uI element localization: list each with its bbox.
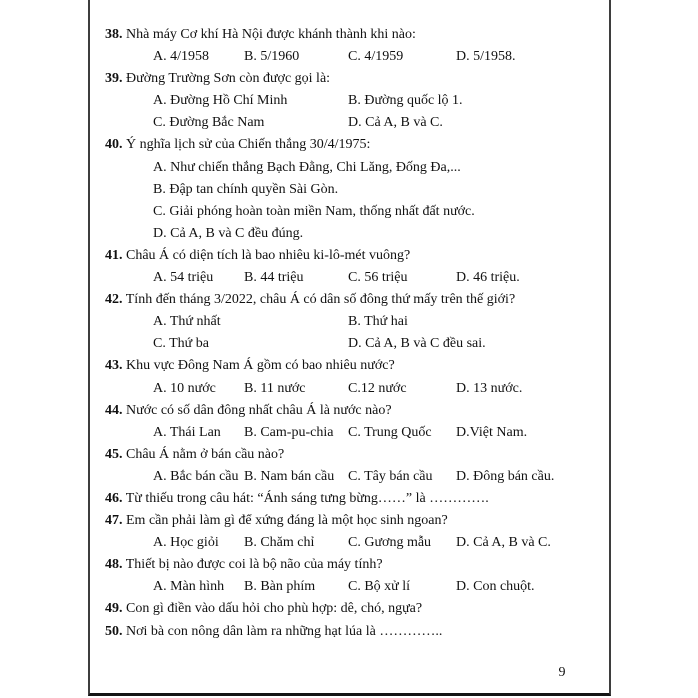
page bbox=[88, 0, 611, 696]
question-number: 41. bbox=[105, 247, 123, 263]
question-number: 45. bbox=[105, 446, 123, 462]
option-label: B. Bàn phím bbox=[244, 579, 316, 595]
option-label: B. Thứ hai bbox=[348, 314, 408, 330]
option-label: A. 4/1958 bbox=[153, 49, 209, 65]
option-label: B. Cam-pu-chia bbox=[244, 424, 334, 440]
option-label: C. Tây bán cầu bbox=[348, 468, 433, 484]
option-label: C. Bộ xử lí bbox=[348, 579, 411, 595]
option-label: B. Đập tan chính quyền Sài Gòn. bbox=[153, 181, 339, 197]
question-number: 49. bbox=[105, 601, 123, 617]
option-row bbox=[90, 157, 609, 179]
option-label: B. 44 triệu bbox=[244, 270, 304, 286]
question-text: Từ thiếu trong câu hát: “Ánh sáng tưng bừng……” là …………. bbox=[125, 490, 489, 506]
option-row bbox=[90, 466, 609, 488]
question-text: Khu vực Đông Nam Á gồm có bao nhiêu nước? bbox=[126, 358, 395, 374]
page-number: 9 bbox=[558, 665, 566, 680]
question-line bbox=[90, 134, 609, 156]
option-label: A. Học giỏi bbox=[153, 535, 219, 551]
question-number: 39. bbox=[105, 71, 123, 87]
question-line bbox=[90, 598, 609, 620]
option-row bbox=[90, 90, 609, 112]
option-label: C.12 nước bbox=[348, 380, 407, 396]
option-row bbox=[90, 112, 609, 134]
option-row bbox=[90, 532, 609, 554]
option-row bbox=[90, 311, 609, 333]
option-label: A. Thứ nhất bbox=[153, 314, 221, 330]
option-row bbox=[90, 576, 609, 598]
question-line bbox=[90, 621, 609, 643]
option-label: A. 54 triệu bbox=[153, 270, 214, 286]
question-line bbox=[90, 68, 609, 90]
question-line bbox=[90, 289, 609, 311]
question-line bbox=[90, 400, 609, 422]
question-line bbox=[90, 554, 609, 576]
question-number: 46. bbox=[105, 490, 123, 506]
question-text: Đường Trường Sơn còn được gọi là: bbox=[126, 71, 331, 87]
question-number: 40. bbox=[105, 137, 123, 153]
question-text: Châu Á nằm ở bán cầu nào? bbox=[126, 446, 285, 462]
option-label: C. Đường Bắc Nam bbox=[153, 115, 265, 131]
option-label: C. Gương mẫu bbox=[348, 535, 432, 551]
question-text: Nhà máy Cơ khí Hà Nội được khánh thành khi nào: bbox=[126, 27, 416, 42]
question-number: 50. bbox=[105, 623, 123, 639]
question-list bbox=[90, 24, 609, 643]
question-text: Ý nghĩa lịch sử của Chiến thắng 30/4/1975: bbox=[126, 137, 371, 153]
option-label: D. Cả A, B và C đều đúng. bbox=[153, 225, 304, 241]
question-text: Tính đến tháng 3/2022, châu Á có dân số đông thứ mấy trên thế giới? bbox=[125, 292, 516, 308]
question-line bbox=[90, 24, 609, 46]
option-row bbox=[90, 378, 609, 400]
option-label: A. Bắc bán cầu bbox=[153, 468, 239, 484]
option-label: D. 46 triệu. bbox=[456, 270, 520, 286]
question-number: 48. bbox=[105, 557, 123, 573]
option-row bbox=[90, 46, 609, 68]
option-label: C. Thứ ba bbox=[153, 336, 209, 352]
option-label: D. Cả A, B và C. bbox=[348, 115, 443, 131]
option-label: A. Đường Hồ Chí Minh bbox=[153, 93, 288, 109]
question-number: 38. bbox=[105, 27, 123, 42]
option-label: D. Con chuột. bbox=[456, 579, 535, 595]
question-text: Em cần phải làm gì để xứng đáng là một học sinh ngoan? bbox=[126, 513, 448, 529]
option-label: D.Việt Nam. bbox=[456, 424, 528, 440]
option-label: A. Màn hình bbox=[153, 579, 225, 595]
question-text: Nơi bà con nông dân làm ra những hạt lúa là ………….. bbox=[126, 623, 443, 639]
option-label: C. Trung Quốc bbox=[348, 424, 432, 440]
question-line bbox=[90, 444, 609, 466]
option-label: B. Nam bán cầu bbox=[244, 468, 335, 484]
option-label: C. 56 triệu bbox=[348, 270, 408, 286]
option-label: B. Đường quốc lộ 1. bbox=[348, 93, 463, 109]
option-row bbox=[90, 267, 609, 289]
question-line bbox=[90, 488, 609, 510]
question-text: Nước có số dân đông nhất châu Á là nước nào? bbox=[126, 402, 392, 418]
question-line bbox=[90, 510, 609, 532]
option-label: D. 13 nước. bbox=[456, 380, 523, 396]
option-row bbox=[90, 422, 609, 444]
option-label: D. Đông bán cầu. bbox=[456, 468, 555, 484]
question-text: Châu Á có diện tích là bao nhiêu ki-lô-mét vuông? bbox=[126, 247, 411, 263]
question-number: 44. bbox=[105, 402, 123, 418]
question-text: Thiết bị nào được coi là bộ não của máy tính? bbox=[125, 557, 383, 573]
question-number: 42. bbox=[105, 292, 123, 308]
option-label: D. 5/1958. bbox=[456, 49, 516, 65]
option-row bbox=[90, 179, 609, 201]
option-label: D. Cả A, B và C. bbox=[456, 535, 551, 551]
option-row bbox=[90, 223, 609, 245]
option-row bbox=[90, 201, 609, 223]
question-number: 43. bbox=[105, 358, 123, 374]
option-label: B. 11 nước bbox=[244, 380, 306, 396]
option-label: C. Giải phóng hoàn toàn miền Nam, thống nhất đất nước. bbox=[153, 203, 475, 219]
option-label: C. 4/1959 bbox=[348, 49, 404, 65]
question-line bbox=[90, 245, 609, 267]
option-label: B. Chăm chỉ bbox=[244, 535, 315, 551]
option-row bbox=[90, 333, 609, 355]
option-label: A. Như chiến thắng Bạch Đằng, Chi Lăng, Đống Đa,... bbox=[153, 159, 461, 175]
option-label: B. 5/1960 bbox=[244, 49, 300, 65]
question-number: 47. bbox=[105, 513, 123, 529]
question-line bbox=[90, 355, 609, 377]
option-label: A. Thái Lan bbox=[153, 424, 221, 440]
question-text: Con gì điền vào dấu hỏi cho phù hợp: dê, chó, ngựa? bbox=[126, 601, 423, 617]
option-label: D. Cả A, B và C đều sai. bbox=[348, 336, 486, 352]
option-label: A. 10 nước bbox=[153, 380, 216, 396]
